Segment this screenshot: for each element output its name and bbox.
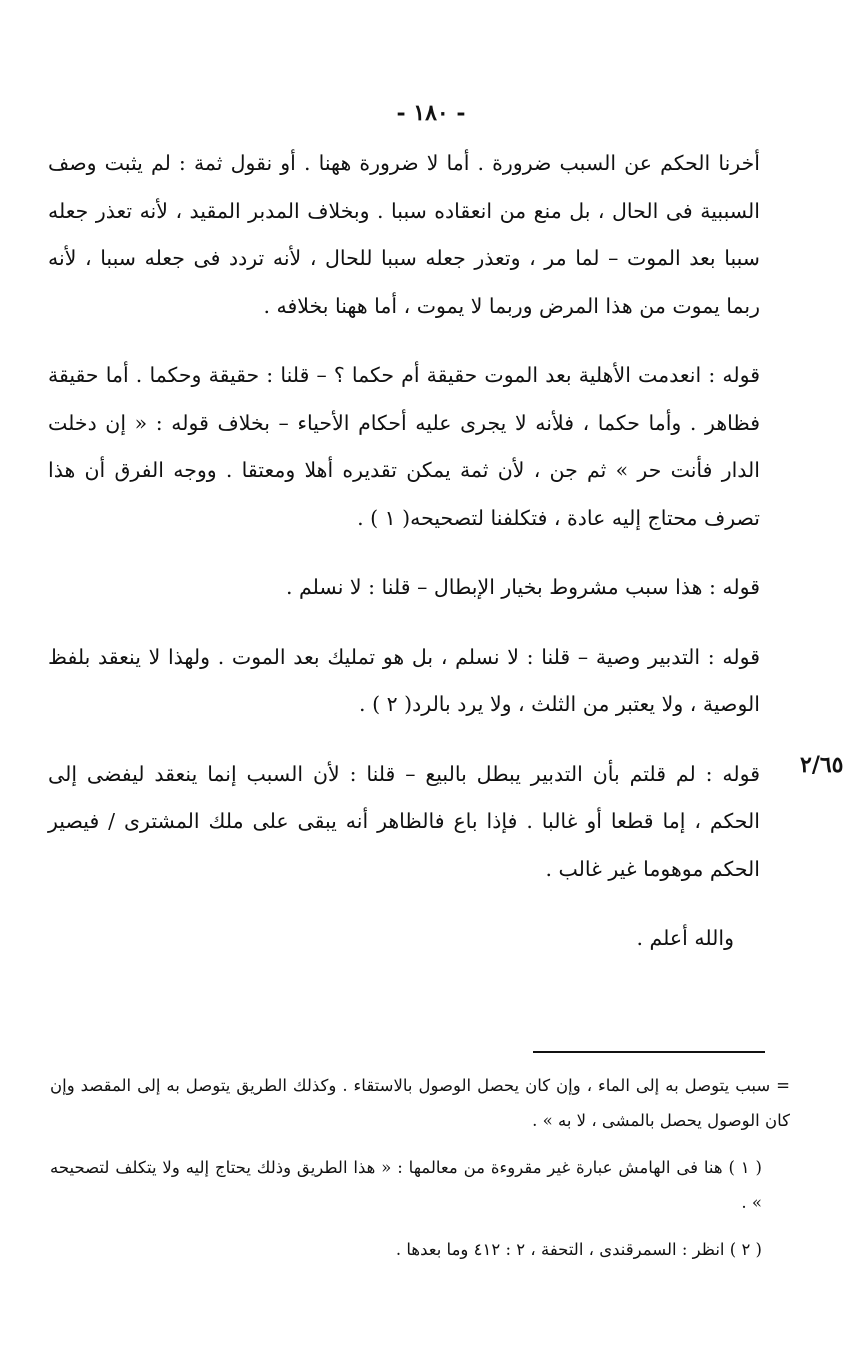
footnote-2: ( ٢ ) انظر : السمرقندى ، التحفة ، ٢ : ٤١٢ وما بعدها .: [395, 1240, 762, 1259]
paragraph-5: قوله : لم قلتم بأن التدبير يبطل بالبيع – قلنا : لأن السبب إنما ينعقد ليفضى إلى الحكم ، إما قطعا أو غالبا . فإذا باع فالظاهر أنه يبقى على ملك المشترى / فيصير الحكم موهوما غير غالب .: [48, 761, 760, 881]
paragraph-3: قوله : هذا سبب مشروط بخيار الإبطال – قلنا : لا نسلم .: [285, 575, 760, 599]
manuscript-folio-note: ٢/٦٥: [800, 752, 844, 778]
footnotes: [50, 1068, 790, 1279]
paragraph-4: قوله : التدبير وصية – قلنا : لا نسلم ، بل هو تمليك بعد الموت . ولهذا لا ينعقد بلفظ الوصية ، ولا يعتبر من الثلث ، ولا يرد بالرد( ٢ ) .: [48, 644, 760, 716]
paragraph-1: أخرنا الحكم عن السبب ضرورة . أما لا ضرورة ههنا . أو نقول ثمة : لم يثبت وصف السببية فى الحال ، بل منع من انعقاده سببا . وبخلاف المدبر المقيد ، لأنه تعذر جعله سببا بعد الموت – لما مر ، وتعذر جعله سببا للحال ، لأنه تردد فى جعله سببا ، لأنه ربما يموت من هذا المرض وربما لا يموت ، أما ههنا بخلافه .: [48, 151, 760, 318]
paragraph-6: والله أعلم .: [636, 926, 734, 950]
paragraph-2: قوله : انعدمت الأهلية بعد الموت حقيقة أم حكما ؟ – قلنا : حقيقة وحكما . أما حقيقة فظاهر . وأما حكما ، فلأنه لا يجرى عليه أحكام الأحياء – بخلاف قوله : « إن دخلت الدار فأنت حر » ثم جن ، لأن ثمة يمكن تقديره أهلا ومعتقا . ووجه الفرق أن هذا تصرف محتاج إليه عادة ، فتكلفنا لتصحيحه( ١ ) .: [48, 363, 760, 530]
footnote-continuation: = سبب يتوصل به إلى الماء ، وإن كان يحصل الوصول بالاستقاء . وكذلك الطريق يتوصل به إلى المقصد وإن كان الوصول يحصل بالمشى ، لا به » .: [50, 1076, 790, 1130]
footnote-1: ( ١ ) هنا فى الهامش عبارة غير مقروءة من معالمها : « هذا الطريق وذلك يحتاج إليه ولا يتكلف لتصحيحه » .: [50, 1158, 762, 1212]
main-text: [48, 140, 760, 985]
footnote-divider: [533, 1051, 765, 1053]
page-number: - ١٨٠ -: [396, 100, 466, 126]
